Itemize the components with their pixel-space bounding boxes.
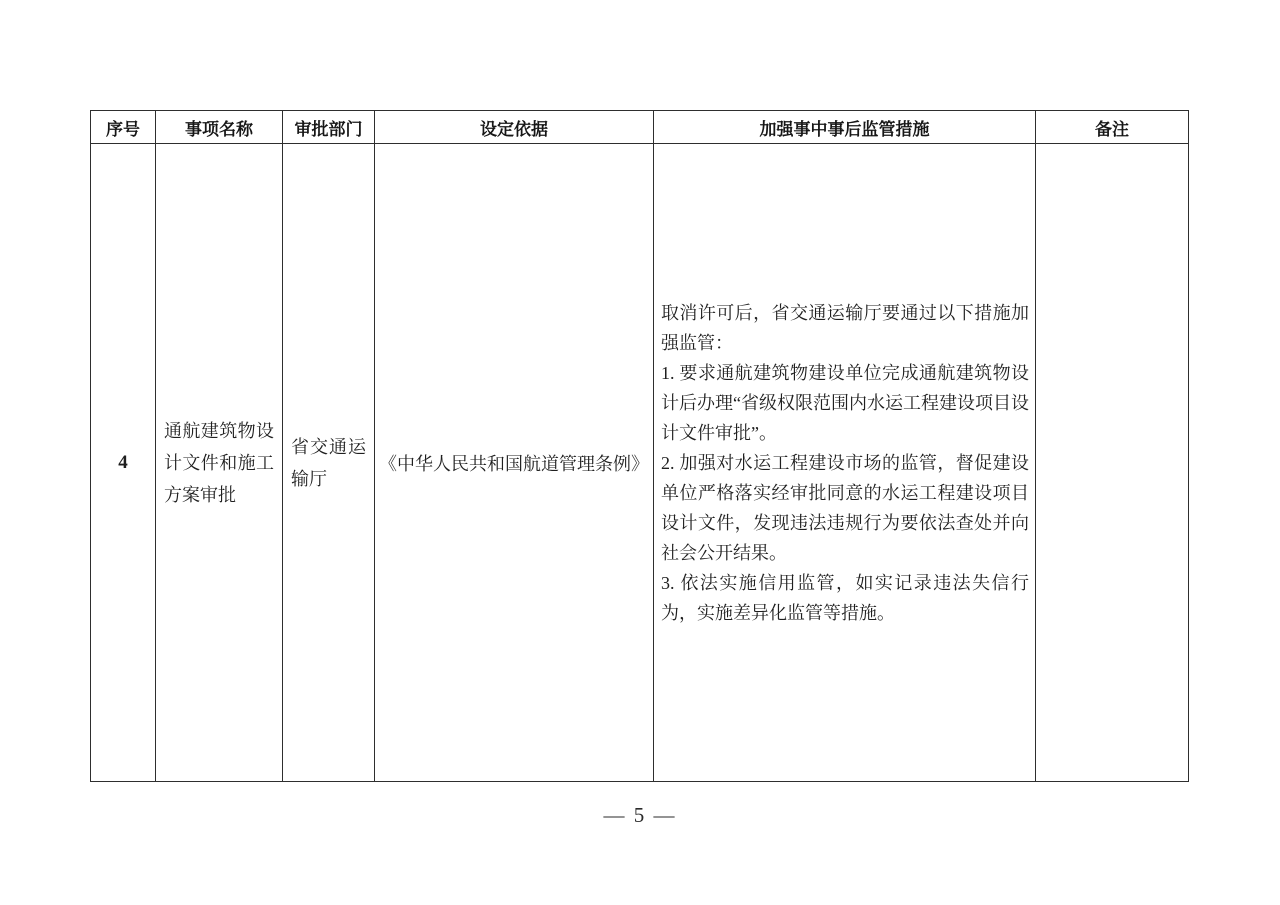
measures-item-3: 3. 依法实施信用监管，如实记录违法失信行为，实施差异化监管等措施。 (661, 572, 1029, 623)
measures-item-1: 1. 要求通航建筑物建设单位完成通航建筑物设计后办理“省级权限范围内水运工程建设项目设计文件审批”。 (661, 362, 1029, 443)
page-number: — 5 — (603, 803, 677, 827)
item-name-text: 通航建筑物设计文件和施工方案审批 (164, 420, 274, 505)
col-header-item-name: 事项名称 (156, 111, 283, 144)
cell-item-name (156, 144, 283, 782)
cell-measures (654, 144, 1036, 782)
measures-intro: 取消许可后，省交通运输厅要通过以下措施加强监管： (661, 302, 1029, 353)
table-row (91, 144, 1189, 782)
measures-item-2: 2. 加强对水运工程建设市场的监管，督促建设单位严格落实经审批同意的水运工程建设项目设计文件，发现违法违规行为要依法查处并向社会公开结果。 (661, 452, 1029, 563)
table-header-row (91, 111, 1189, 144)
col-header-remark: 备注 (1036, 111, 1189, 144)
col-header-legal-basis: 设定依据 (375, 111, 654, 144)
supervision-measures-table (90, 110, 1189, 782)
col-header-measures: 加强事中事后监管措施 (654, 111, 1036, 144)
cell-legal-basis: 《中华人民共和国航道管理条例》 (375, 144, 654, 782)
cell-department (283, 144, 375, 782)
measures-block (661, 298, 1029, 628)
col-header-index: 序号 (91, 111, 156, 144)
department-text: 省交通运输厅 (291, 436, 366, 489)
cell-remark (1036, 144, 1189, 782)
cell-index: 4 (91, 144, 156, 782)
col-header-department: 审批部门 (283, 111, 375, 144)
